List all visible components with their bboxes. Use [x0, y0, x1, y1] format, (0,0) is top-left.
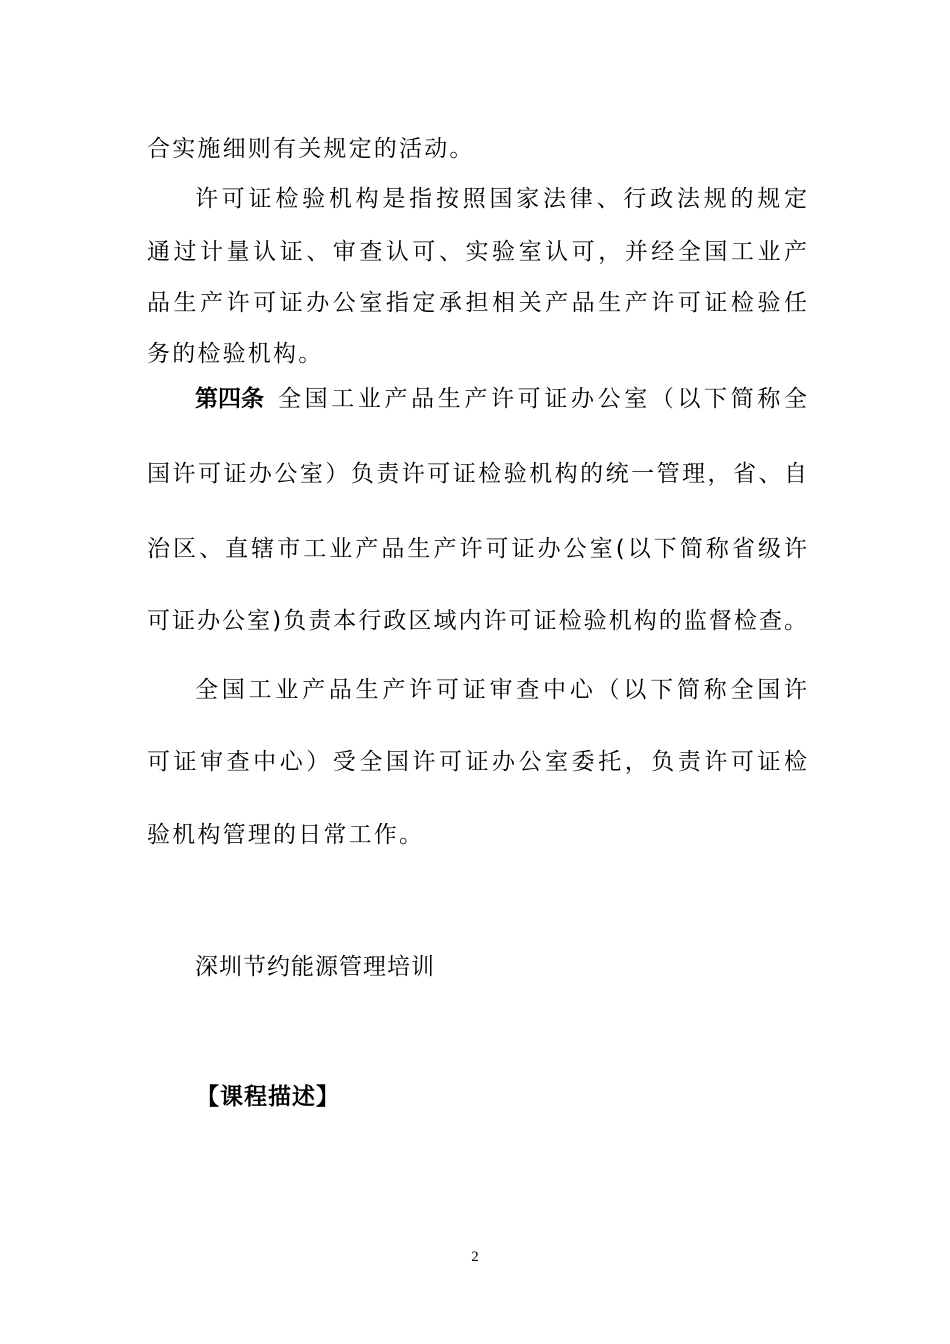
article-4-line-1-text: 全国工业产品生产许可证办公室（以下简称全 [278, 386, 807, 412]
paragraph-1-line-1: 合实施细则有关规定的活动。 [147, 136, 475, 162]
paragraph-2-line-4: 务的检验机构。 [147, 341, 324, 367]
article-4-line-3: 治区、直辖市工业产品生产许可证办公室(以下简称省级许 [147, 536, 807, 562]
paragraph-3-line-2: 可证审查中心）受全国许可证办公室委托，负责许可证检 [147, 749, 807, 775]
paragraph-3-line-3: 验机构管理的日常工作。 [147, 822, 425, 848]
course-heading: 【课程描述】 [196, 1084, 340, 1110]
paragraph-3-line-1: 全国工业产品生产许可证审查中心（以下简称全国许 [195, 677, 807, 703]
paragraph-2-line-1: 许可证检验机构是指按照国家法律、行政法规的规定 [195, 186, 807, 212]
article-4-heading: 第四条 [195, 386, 264, 412]
training-title: 深圳节约能源管理培训 [195, 954, 435, 980]
article-4-first-line [195, 384, 807, 414]
page-number: 2 [471, 1249, 479, 1265]
paragraph-2-line-2: 通过计量认证、审查认可、实验室认可，并经全国工业产 [147, 239, 807, 265]
paragraph-2-line-3: 品生产许可证办公室指定承担相关产品生产许可证检验任 [147, 290, 807, 316]
article-4-line-4: 可证办公室)负责本行政区域内许可证检验机构的监督检查。 [147, 608, 807, 634]
article-4-line-2: 国许可证办公室）负责许可证检验机构的统一管理，省、自 [147, 461, 807, 487]
